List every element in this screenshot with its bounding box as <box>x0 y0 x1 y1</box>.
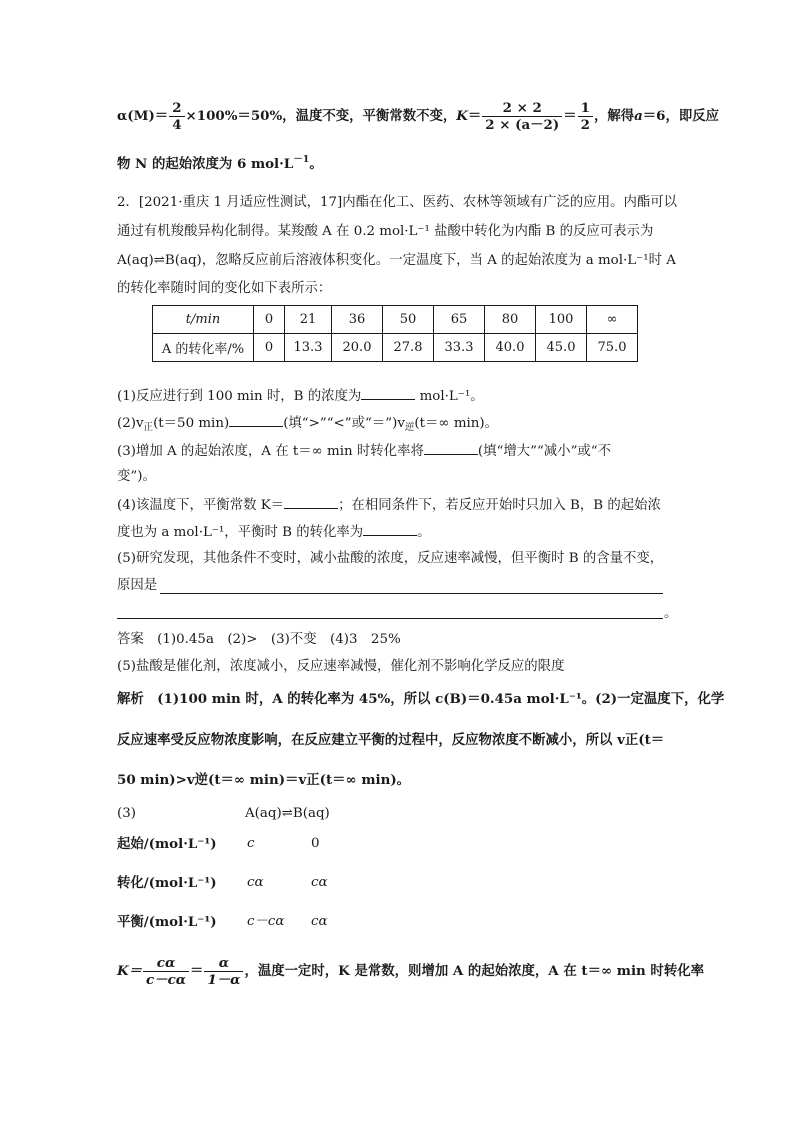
subquestion-3-cont: 变”)。 <box>117 469 156 484</box>
table-cell: 65 <box>434 306 485 334</box>
table-cell: 50 <box>383 306 434 334</box>
analysis-line-1: 解析 (1)100 min 时，A 的转化率为 45%，所以 c(B)＝0.45a mol·L⁻¹。(2)一定温度下，化学 <box>117 691 725 707</box>
subquestion-4-cont: 度也为 a mol·L⁻¹，平衡时 B 的转化率为 。 <box>117 521 431 543</box>
table-cell: 27.8 <box>383 334 434 362</box>
answer-text: (1)0.45a (2)> (3)不变 (4)3 25% <box>157 632 401 647</box>
conversion-rate-table <box>152 305 638 362</box>
table-cell: 13.3 <box>285 334 332 362</box>
subquestion-5: (5)研究发现，其他条件不变时，减小盐酸的浓度，反应速率减慢，但平衡时 B 的含量不变， <box>117 551 664 566</box>
answer-line[interactable] <box>160 593 663 594</box>
table-cell: 40.0 <box>485 334 536 362</box>
table-row-label: A 的转化率/% <box>153 334 254 362</box>
ice-row-value: cα <box>247 875 264 890</box>
question-line-1: 2．[2021·重庆 1 月适应性测试，17]内酯在化工、医药、农林等领域有广泛的应用。内酯可以 <box>117 195 678 210</box>
ice-row-value: c－cα <box>247 914 285 929</box>
ice-label: (3) <box>117 806 136 821</box>
subquestion-5-reason: 原因是 <box>117 578 158 593</box>
ice-row-value: cα <box>311 914 328 929</box>
fraction-2-over-4: $\frac{2}{4}$ <box>169 100 184 133</box>
answer-label: 答案 <box>117 632 144 647</box>
k-fraction-1: $\frac{c\alpha}{c-c\alpha}$ <box>143 955 189 988</box>
answer-blank[interactable] <box>361 385 415 400</box>
k-fraction-2: $\frac{\alpha}{1-\alpha}$ <box>204 955 243 988</box>
table-cell: 0 <box>254 334 285 362</box>
ice-row-label: 转化/(mol·L⁻¹) <box>117 875 217 891</box>
ice-row-value: c <box>247 836 255 851</box>
answer-blank[interactable] <box>424 440 478 455</box>
ice-equation: A(aq)⇌B(aq) <box>245 806 330 821</box>
analysis-line-3: 50 min)>v逆(t＝∞ min)＝v正(t＝∞ min)。 <box>117 772 411 788</box>
analysis-line-2: 反应速率受反应物浓度影响，在反应建立平衡的过程中，反应物浓度不断减小，所以 v正(t＝ <box>117 732 665 748</box>
equilibrium-constant-fraction: $\frac{2 \times 2}{2 \times (a-2)}$ <box>482 100 562 133</box>
table-cell: 80 <box>485 306 536 334</box>
answer-blank[interactable] <box>229 412 283 427</box>
ice-row-value: cα <box>311 875 328 890</box>
answer-line-1 <box>117 630 401 650</box>
ice-row-label: 起始/(mol·L⁻¹) <box>117 836 217 852</box>
table-cell: 100 <box>536 306 587 334</box>
k-expression-line: K＝ $\frac{c\alpha}{c-c\alpha}$ ＝ $\frac{\alpha}{1-\alpha}$ ，温度一定时，K 是常数，则增加 A 的起始浓度，A 在 t＝∞ min 时转化率 <box>117 955 704 988</box>
table-cell: ∞ <box>587 306 638 334</box>
ice-row-value: 0 <box>311 836 320 851</box>
question-line-3: A(aq)⇌B(aq)，忽略反应前后溶液体积变化。一定温度下，当 A 的起始浓度为 a mol·L⁻¹时 A <box>117 253 676 268</box>
fraction-one-half: $\frac{1}{2}$ <box>578 100 593 133</box>
subquestion-3: (3)增加 A 的起始浓度，A 在 t＝∞ min 时转化率将 (填“增大”“减小”或“不 <box>117 440 611 462</box>
subquestion-5-end: 。 <box>664 606 678 621</box>
answer-line-2: (5)盐酸是催化剂，浓度减小，反应速率减慢，催化剂不影响化学反应的限度 <box>117 659 565 674</box>
question-line-4: 的转化率随时间的变化如下表所示： <box>117 281 332 296</box>
table-cell: 33.3 <box>434 334 485 362</box>
table-row <box>153 334 638 362</box>
table-cell: 0 <box>254 306 285 334</box>
analysis-label: 解析 <box>117 691 144 707</box>
ice-row-label: 平衡/(mol·L⁻¹) <box>117 914 217 930</box>
table-row <box>153 306 638 334</box>
subquestion-1: (1)反应进行到 100 min 时，B 的浓度为 mol·L⁻¹。 <box>117 385 484 407</box>
table-cell: 75.0 <box>587 334 638 362</box>
table-cell: 21 <box>285 306 332 334</box>
answer-blank[interactable] <box>284 494 338 509</box>
answer-line[interactable] <box>117 618 663 619</box>
answer-blank[interactable] <box>363 521 417 536</box>
table-header-label: t/min <box>153 306 254 334</box>
subquestion-2: $(2)v_正(t=50$ min) (填“>”“<”或“$=”)v_逆(t=\infty$ min)。 <box>117 412 498 438</box>
table-cell: 45.0 <box>536 334 587 362</box>
subquestion-4: (4)该温度下，平衡常数 K＝ ；在相同条件下，若反应开始时只加入 B，B 的起始浓 <box>117 494 661 516</box>
table-cell: 36 <box>332 306 383 334</box>
carryover-conclusion-line: 物 N 的起始浓度为 6 $mol\cdot L^{-1}$。 <box>117 154 323 172</box>
question-line-2: 通过有机羧酸异构化制得。某羧酸 A 在 0.2 mol·L⁻¹ 盐酸中转化为内酯 B 的反应可表示为 <box>117 224 654 239</box>
carryover-equation-line: α(M)＝ $\frac{2}{4}$ ×100%＝50%，温度不变，平衡常数不变，K＝ $\frac{2 \times 2}{2 \times (a-2)}$ ＝ $\frac{1}{2}$ ，解得a＝6，即反应 <box>117 100 720 133</box>
table-cell: 20.0 <box>332 334 383 362</box>
